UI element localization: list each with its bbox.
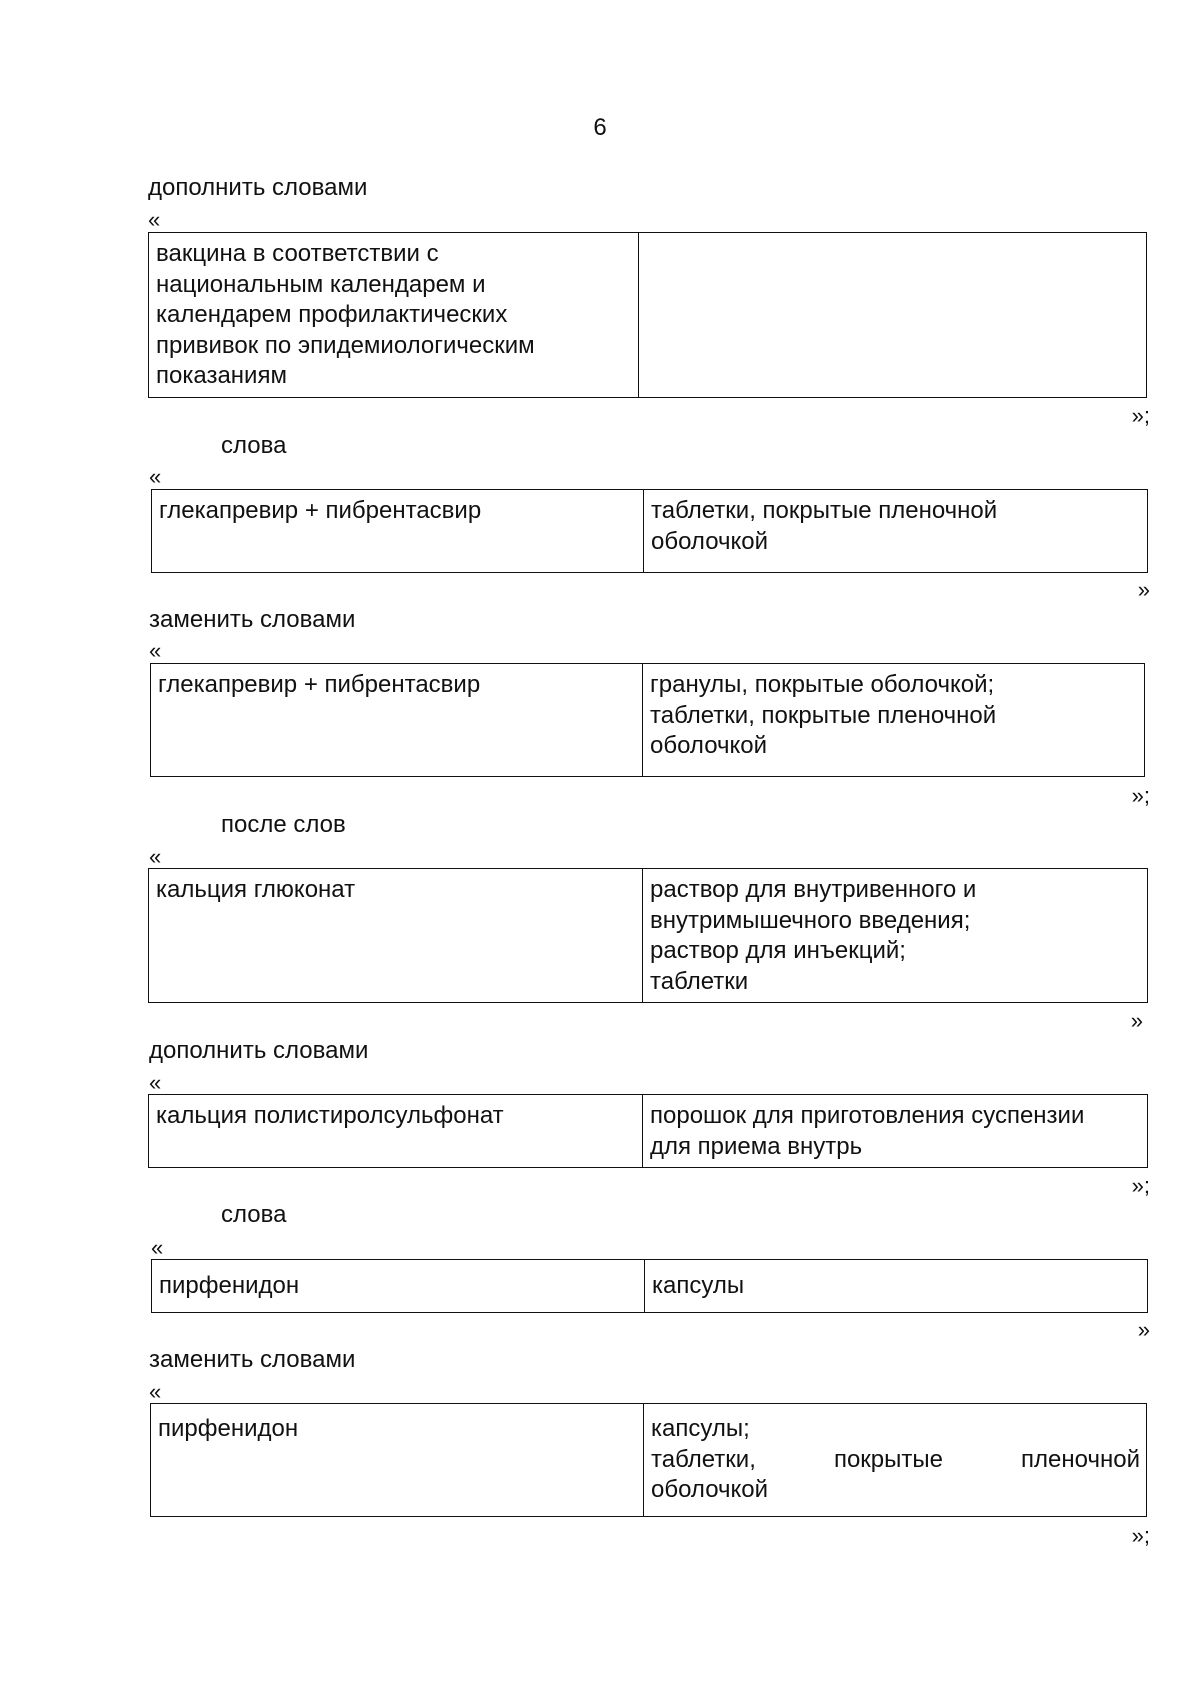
opening-quote: «: [151, 1235, 164, 1260]
drug-name-cell: кальция полистиролсульфонат: [149, 1095, 643, 1167]
closing-quote: »;: [1131, 403, 1150, 428]
instruction-label: после слов: [221, 811, 346, 838]
instruction-label: дополнить словами: [148, 174, 368, 201]
instruction-label: слова: [221, 1201, 287, 1228]
drug-name-cell: пирфенидон: [151, 1404, 644, 1516]
page-number: 6: [593, 114, 607, 141]
table-row: [148, 232, 1147, 398]
dosage-form-line: оболочкой: [651, 1476, 769, 1503]
table-row: [148, 1094, 1148, 1168]
dosage-form-line: капсулы;: [651, 1415, 750, 1442]
table-row: [148, 868, 1148, 1003]
opening-quote: «: [148, 207, 161, 232]
drug-name-cell: вакцина в соответствии с национальным календарем и календарем профилактических прививок по эпидемиологическим показаниям: [149, 233, 639, 397]
table-row: [150, 1403, 1147, 1517]
dosage-form-cell: порошок для приготовления суспензии для приема внутрь: [650, 1102, 1085, 1160]
closing-quote: »: [1130, 1008, 1143, 1033]
dosage-form-cell: раствор для внутривенного и внутримышечного введения; раствор для инъекций; таблетки: [650, 876, 977, 995]
table-row: [150, 663, 1145, 777]
opening-quote: «: [149, 464, 162, 489]
dosage-form-cell: капсулы: [652, 1272, 745, 1299]
dosage-form-line: таблетки, покрытые пленочной: [651, 1445, 1140, 1473]
dosage-form-cell: таблетки, покрытые пленочной оболочкой: [651, 497, 998, 555]
opening-quote: «: [149, 638, 162, 663]
closing-quote: »;: [1131, 1523, 1150, 1548]
table-row: [151, 489, 1148, 573]
opening-quote: «: [149, 844, 162, 869]
instruction-label: слова: [221, 432, 287, 459]
drug-name-cell: пирфенидон: [152, 1260, 645, 1312]
drug-name-cell: глекапревир + пибрентасвир: [151, 664, 643, 776]
dosage-form-cell: [644, 1404, 1146, 1516]
table-row: [151, 1259, 1148, 1313]
opening-quote: «: [149, 1379, 162, 1404]
closing-quote: »;: [1131, 783, 1150, 808]
closing-quote: »: [1137, 577, 1150, 602]
dosage-form-cell: [639, 233, 1146, 397]
instruction-label: заменить словами: [149, 606, 356, 633]
drug-name-cell: глекапревир + пибрентасвир: [152, 490, 644, 572]
closing-quote: »: [1137, 1317, 1150, 1342]
closing-quote: »;: [1131, 1173, 1150, 1198]
drug-name-cell: кальция глюконат: [149, 869, 643, 1002]
opening-quote: «: [149, 1070, 162, 1095]
instruction-label: дополнить словами: [149, 1037, 369, 1064]
dosage-form-cell: гранулы, покрытые оболочкой; таблетки, покрытые пленочной оболочкой: [650, 671, 997, 759]
instruction-label: заменить словами: [149, 1346, 356, 1373]
